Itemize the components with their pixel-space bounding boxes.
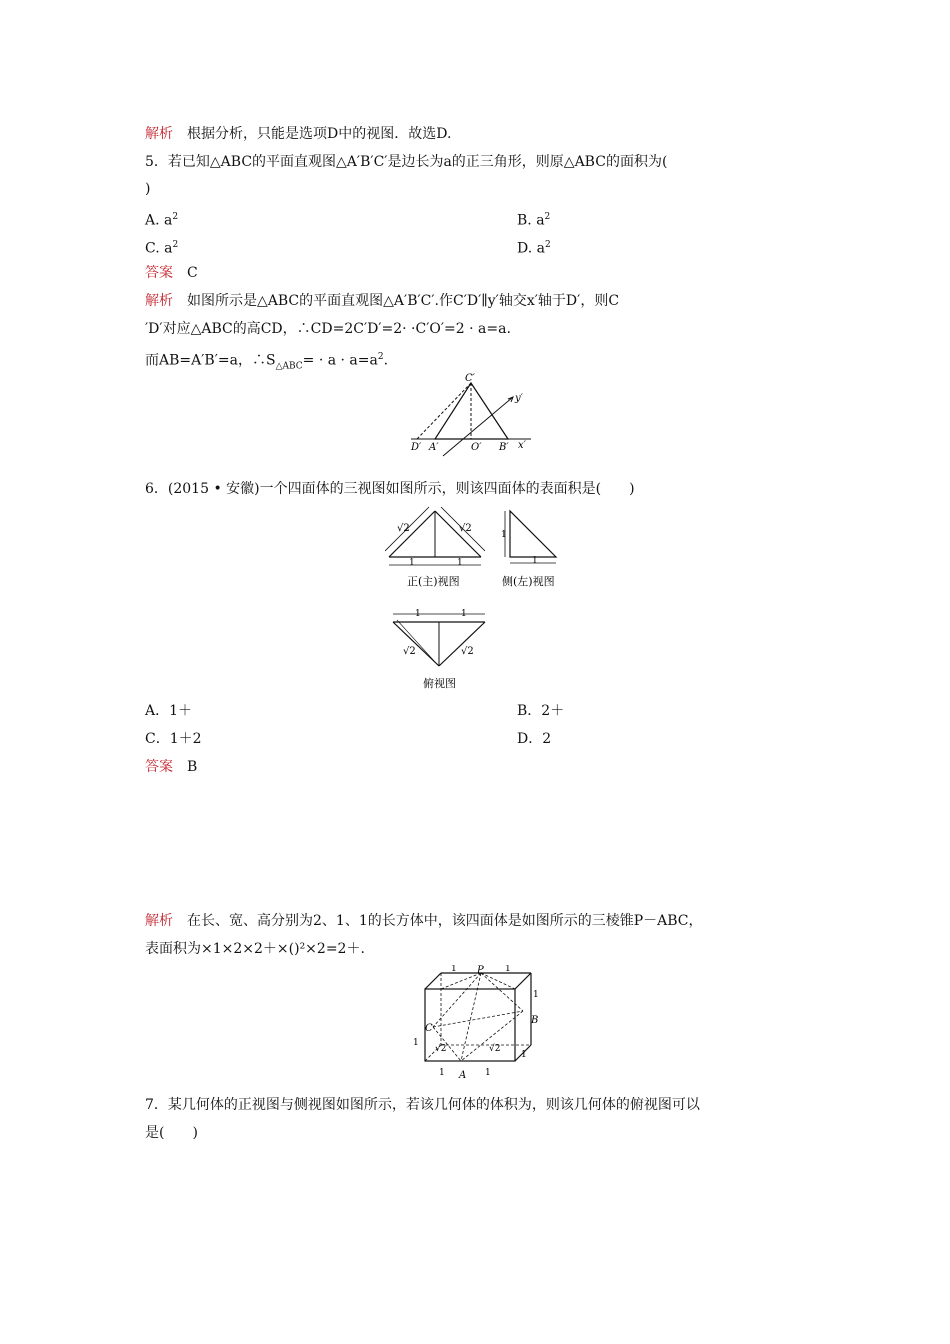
svg-text:1: 1 bbox=[532, 556, 538, 566]
analysis-label: 解析 bbox=[145, 913, 173, 929]
svg-text:1: 1 bbox=[439, 1068, 445, 1078]
question-5-stem-end: ) bbox=[145, 181, 151, 197]
question-7-stem-2: 是( ) bbox=[145, 1125, 198, 1141]
svg-text:√2: √2 bbox=[461, 646, 474, 657]
svg-text:1: 1 bbox=[485, 1068, 491, 1078]
label-c: C′ bbox=[465, 373, 475, 384]
analysis-text: 根据分析，只能是选项D中的视图．故选D. bbox=[187, 126, 452, 142]
top-view-caption: 俯视图 bbox=[423, 677, 456, 690]
oblique-triangle-figure bbox=[405, 372, 545, 460]
svg-text:1: 1 bbox=[457, 558, 463, 568]
label-o: O′ bbox=[471, 442, 482, 453]
answer-label: 答案 bbox=[145, 265, 173, 281]
analysis-line-2: 表面积为×1×2×2＋×()²×2=2＋. bbox=[145, 941, 365, 957]
analysis-label: 解析 bbox=[145, 126, 173, 142]
answer-value: B bbox=[187, 759, 198, 775]
svg-text:1: 1 bbox=[501, 530, 507, 540]
option-c: C. $a^2$ bbox=[145, 240, 179, 257]
front-view-figure bbox=[385, 505, 485, 590]
answer-label: 答案 bbox=[145, 759, 173, 775]
svg-text:1: 1 bbox=[409, 558, 415, 568]
analysis-line: 解析 在长、宽、高分别为2、1、1的长方体中，该四面体是如图所示的三棱锥P－ABC， bbox=[145, 913, 703, 929]
option-a: A. $a^2$ bbox=[145, 212, 179, 229]
svg-text:1: 1 bbox=[451, 965, 457, 974]
cuboid-figure bbox=[405, 965, 545, 1083]
option-a: A．1＋ bbox=[145, 703, 193, 719]
option-c: C．1＋2 bbox=[145, 731, 202, 747]
analysis-line-2: ′D′对应△ABC的高CD，∴CD=2C′D′=2· ·C′O′=2 · a=a. bbox=[145, 321, 511, 337]
vertex-c: C bbox=[425, 1023, 433, 1034]
label-d: D′ bbox=[411, 442, 422, 453]
option-b: B．2＋ bbox=[517, 703, 565, 719]
svg-text:1: 1 bbox=[533, 990, 539, 1000]
analysis-label: 解析 bbox=[145, 293, 173, 309]
answer-line bbox=[145, 264, 198, 282]
svg-text:√2: √2 bbox=[397, 523, 410, 534]
analysis-line-3: 而AB=A′B′=a，$\therefore S_{\triangle ABC}= \cdot a \cdot a=a^2$. bbox=[145, 352, 389, 372]
vertex-b: B bbox=[531, 1015, 539, 1026]
side-view-caption: 侧(左)视图 bbox=[502, 575, 555, 588]
question-5-stem: 5．若已知△ABC的平面直观图△A′B′C′是边长为a的正三角形，则原△ABC的面积为( bbox=[145, 154, 668, 170]
svg-text:1: 1 bbox=[415, 609, 421, 619]
top-view-figure bbox=[385, 604, 495, 694]
option-d: D．2 bbox=[517, 731, 552, 747]
svg-text:1: 1 bbox=[461, 609, 467, 619]
svg-text:√2: √2 bbox=[435, 1044, 447, 1054]
vertex-p: P bbox=[477, 965, 484, 976]
option-b: B. $a^2$ bbox=[517, 212, 551, 229]
svg-text:1: 1 bbox=[413, 1038, 419, 1048]
question-6-stem: 6．(2015 • 安徽)一个四面体的三视图如图所示，则该四面体的表面积是( ) bbox=[145, 481, 635, 497]
svg-text:√2: √2 bbox=[403, 646, 416, 657]
side-view-figure bbox=[500, 505, 570, 590]
option-d: D. $a^2$ bbox=[517, 240, 551, 257]
svg-text:√2: √2 bbox=[459, 523, 472, 534]
svg-text:√2: √2 bbox=[489, 1044, 501, 1054]
analysis-line: 解析 如图所示是△ABC的平面直观图△A′B′C′.作C′D′∥y′轴交x′轴于D′，则C bbox=[145, 293, 620, 309]
label-a: A′ bbox=[429, 442, 439, 453]
answer-value: C bbox=[187, 265, 198, 281]
front-view-caption: 正(主)视图 bbox=[407, 575, 460, 588]
answer-line bbox=[145, 758, 197, 776]
label-b: B′ bbox=[499, 442, 509, 453]
vertex-a: A bbox=[459, 1070, 467, 1081]
svg-text:1: 1 bbox=[505, 965, 511, 974]
question-7-stem: 7．某几何体的正视图与侧视图如图所示，若该几何体的体积为，则该几何体的俯视图可以 bbox=[145, 1097, 700, 1113]
label-y: y′ bbox=[515, 393, 523, 404]
svg-text:1: 1 bbox=[521, 1050, 527, 1060]
analysis-line bbox=[145, 125, 451, 143]
label-x: x′ bbox=[518, 440, 526, 451]
